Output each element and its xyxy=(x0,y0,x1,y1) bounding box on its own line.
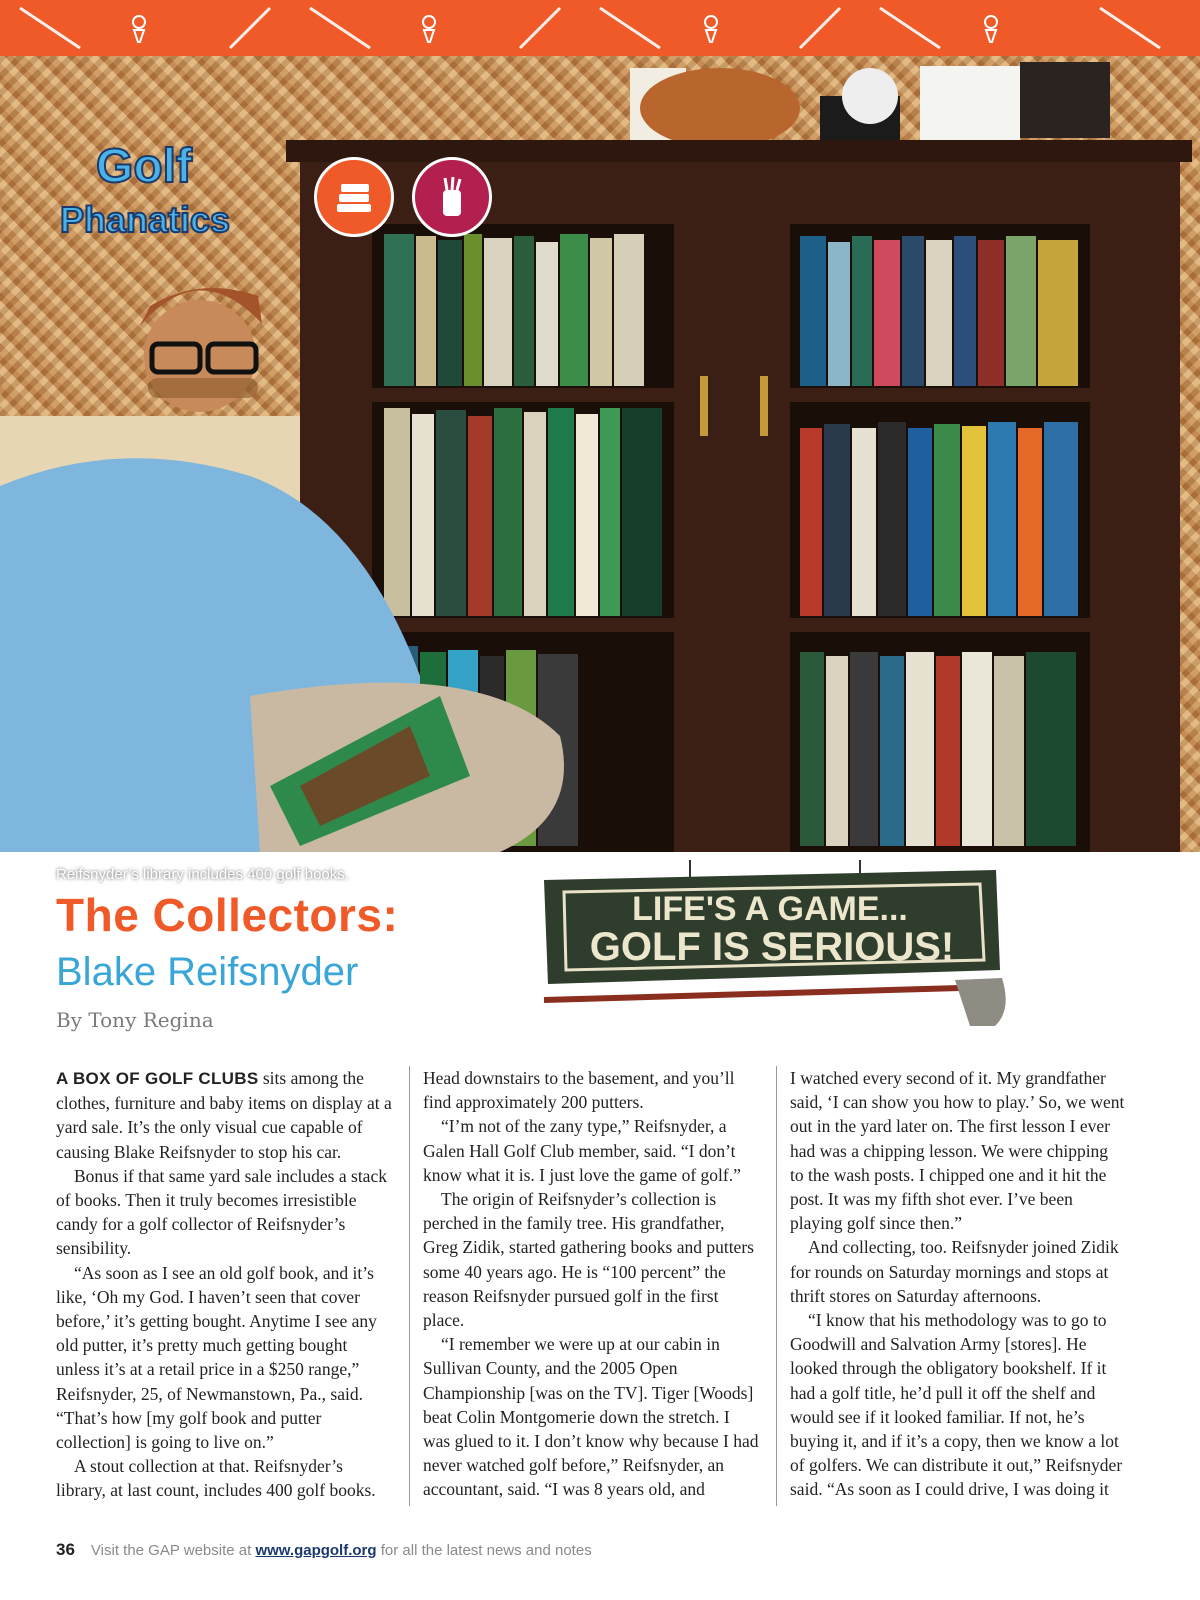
gap-website-link[interactable]: www.gapgolf.org xyxy=(255,1542,377,1559)
books-icon xyxy=(331,174,377,220)
column-divider xyxy=(776,1066,777,1506)
books-category-badge xyxy=(314,157,394,237)
article-headline: The Collectors: xyxy=(56,889,399,941)
page-footer xyxy=(56,1540,592,1560)
lead-in: A BOX OF GOLF CLUBS xyxy=(56,1069,259,1088)
article-paragraph: The origin of Reifsnyder’s collection is perched in the family tree. His grandfather, Greg Zidik, started gathering books and putters some 40 years ago. He is “100 percent” the reason Reifsnyder pursued golf in the first place. xyxy=(423,1189,754,1331)
golf-tee-icon xyxy=(700,14,722,44)
article-column-1 xyxy=(56,1066,392,1503)
article-paragraph: A BOX OF GOLF CLUBS sits among the clothes, furniture and baby items on display at a yard sale. It’s the only visual cue capable of causing Blake Reifsnyder to stop his car. xyxy=(56,1068,392,1162)
svg-text:Phanatics: Phanatics xyxy=(60,199,231,240)
footer-text-end: for all the latest news and notes xyxy=(376,1542,592,1559)
column-divider xyxy=(409,1066,410,1506)
golf-bag-category-badge xyxy=(412,157,492,237)
golf-tee-icon xyxy=(418,14,440,44)
footer-text: Visit the GAP website at xyxy=(90,1542,256,1559)
svg-text:LIFE'S A GAME...: LIFE'S A GAME... xyxy=(632,890,908,928)
article-paragraph: “I remember we were up at our cabin in Sullivan County, and the 2005 Open Championship [was on the TV]. Tiger [Woods] beat Colin Montgomerie down the stretch. I was glued to it. I don’t know why because I had never watched golf before,” Reifsnyder, an accountant, said. “I was 8 years old, and xyxy=(423,1334,759,1500)
golf-tee-icon xyxy=(128,14,150,44)
article-byline: By Tony Regina xyxy=(56,1008,214,1032)
article-paragraph: Bonus if that same yard sale includes a stack of books. Then it truly becomes irresistible candy for a golf collector of Reifsnyder’s sensibility. xyxy=(56,1165,387,1259)
article-column-3 xyxy=(790,1066,1126,1502)
golf-phanatics-logo xyxy=(56,134,286,244)
article-paragraph: “I know that his methodology was to go to Goodwill and Salvation Army [stores]. He looked through the obligatory bookshelf. If it had a golf title, he’d pull it off the shelf and would see if it looked familiar. If not, he’s buying it, and if it’s a copy, then we know a lot of golfers. We can distribute it out,” Reifsnyder said. “As soon as I could drive, I was doing it xyxy=(790,1310,1123,1500)
photo-caption: Reifsnyder’s library includes 400 golf books. xyxy=(56,866,349,883)
top-decorative-band xyxy=(0,0,1200,56)
article-paragraph: “I’m not of the zany type,” Reifsnyder, a Galen Hall Golf Club member, said. “I don’t know what it is. I just love the game of golf.” xyxy=(423,1116,741,1185)
golf-club-pattern xyxy=(0,0,1200,56)
page-number: 36 xyxy=(56,1540,75,1559)
article-paragraph: And collecting, too. Reifsnyder joined Zidik for rounds on Saturday mornings and stops at thrift stores on Saturday afternoons. xyxy=(790,1237,1119,1306)
svg-text:GOLF IS SERIOUS!: GOLF IS SERIOUS! xyxy=(589,925,955,969)
golf-tee-icon xyxy=(980,14,1002,44)
article-column-2 xyxy=(423,1066,759,1502)
svg-text:Golf: Golf xyxy=(96,140,192,193)
hero-photo xyxy=(0,56,1200,883)
article-subhead: Blake Reifsnyder xyxy=(56,950,359,994)
article-paragraph: Head downstairs to the basement, and you’ll find approximately 200 putters. xyxy=(423,1068,735,1113)
lifes-a-game-sign xyxy=(540,860,1040,1060)
article-paragraph: “As soon as I see an old golf book, and it’s like, ‘Oh my God. I haven’t seen that cover before,’ it’s getting bought. Anytime I see any old putter, it’s pretty much getting bought unless it’s at a retail price in a $250 range,” Reifsnyder, 25, of Newmanstown, Pa., said. “That’s how [my golf book and putter collection] is going to live on.” xyxy=(56,1262,377,1453)
golf-bag-icon xyxy=(429,174,475,220)
article-paragraph: I watched every second of it. My grandfather said, ‘I can show you how to play.’ So, we went out in the yard later on. The first lesson I ever had was a chipping lesson. We were chipping to the wash posts. I chipped one and it hit the post. It was my fifth shot ever. I’ve been playing golf since then.” xyxy=(790,1068,1125,1234)
article-paragraph: A stout collection at that. Reifsnyder’s library, at last count, includes 400 golf books. xyxy=(56,1456,376,1501)
